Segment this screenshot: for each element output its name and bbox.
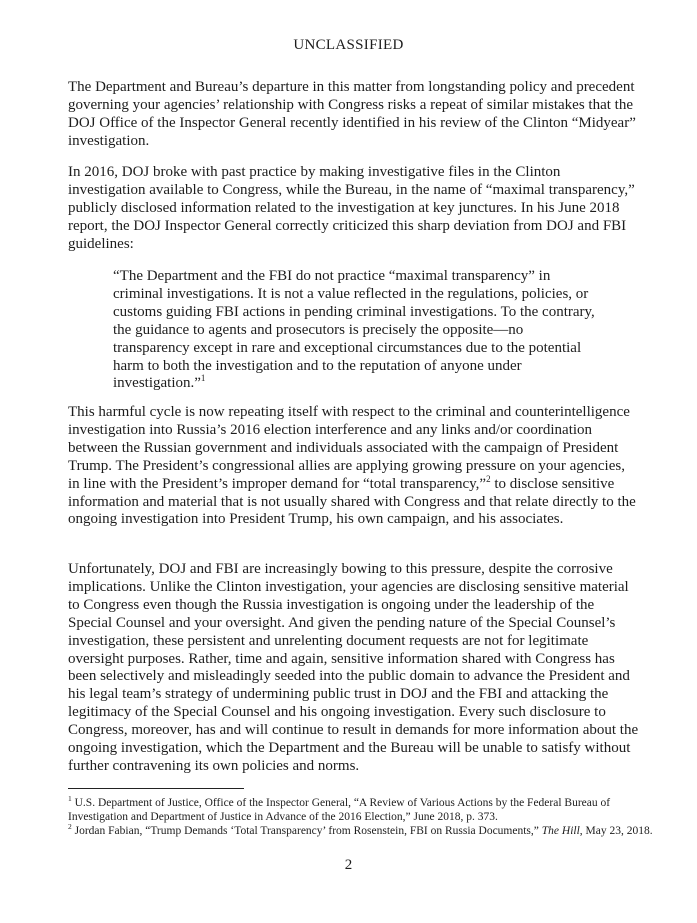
footnote-2-publication: The Hill — [541, 825, 580, 837]
block-quote — [113, 268, 603, 393]
footnote-2-text: Jordan Fabian, “Trump Demands ‘Total Transparency’ from Rosenstein, FBI on Russia Documents,” — [74, 825, 542, 837]
paragraph-1: The Department and Bureau’s departure in this matter from longstanding policy and precedent governing your agencies’ relationship with Congress risks a repeat of similar mistakes that the DOJ Office of the Inspector General recently identified in his review of the Clinton “Midyear” investigation. — [68, 79, 636, 149]
footnote-2 — [68, 824, 658, 838]
paragraph-2: In 2016, DOJ broke with past practice by making investigative files in the Clinton investigation available to Congress, while the Bureau, in the name of “maximal transparency,” publicly disclosed information related to the investigation at key junctures. In his June 2018 report, the DOJ Inspector General correctly criticized this sharp deviation from DOJ and FBI guidelines: — [68, 164, 635, 252]
footnote-2-number: 2 — [68, 822, 72, 832]
paragraph-4: Unfortunately, DOJ and FBI are increasingly bowing to this pressure, despite the corrosive implications. Unlike the Clinton investigation, your agencies are disclosing sensitive material to Congress even though the Russia investigation is ongoing under the leadership of the Special Counsel and your oversight. And given the pending nature of the Special Counsel’s investigation, these persistent and unrelenting document requests are not for legitimate oversight purposes. Rather, time and again, sensitive information shared with Congress has been selectively and misleadingly seeded into the public domain to advance the President and his legal team’s strategy of undermining public trust in DOJ and the FBI and attacking the legitimacy of the Special Counsel and his ongoing investigation. Every such disclosure to Congress, moreover, has and will continue to result in demands for more information about the ongoing investigation, which the Department and the Bureau will be unable to satisfy without further contravening its own policies and norms. — [68, 561, 639, 774]
footnote-1-text: U.S. Department of Justice, Office of the Inspector General, “A Review of Various Actions by the Federal Bureau of Investigation and Department of Justice in Advance of the 2016 Election,” June 2018, p. 373. — [68, 797, 611, 823]
paragraph-3-part-1: This harmful cycle is now repeating itself with respect to the criminal and counterintelligence investigation into Russia’s 2016 election interference and any links and/or coordination between the Russian government and individuals associated with the campaign of President Trump. The President’s congressional allies are applying growing pressure on your agencies, in line with the President’s improper demand for “total transparency,” — [68, 404, 630, 492]
classification-header: UNCLASSIFIED — [293, 37, 404, 53]
footnote-2-date: , May 23, 2018. — [579, 825, 653, 837]
footnote-divider — [68, 788, 244, 789]
paragraph-3 — [68, 404, 640, 529]
footnote-1-number: 1 — [68, 794, 72, 804]
footnote-ref-2: 2 — [486, 473, 491, 484]
page-number: 2 — [344, 857, 353, 873]
footnote-ref-1: 1 — [200, 373, 206, 384]
block-quote-text: “The Department and the FBI do not practice “maximal transparency” in criminal investigations. It is not a value reflected in the regulations, policies, or customs guiding FBI actions in pending criminal investigations. To the contrary, the guidance to agents and prosecutors is precisely the opposite—no transparency except in rare and exceptional circumstances due to the potential harm to both the investigation and to the reputation of anyone under investigation.” — [113, 268, 595, 392]
footnote-1 — [68, 796, 658, 824]
paragraph-3-part-2: to disclose sensitive information and material that is not usually shared with Congress and that relate directly to the ongoing investigation into President Trump, his own campaign, and his associates. — [68, 475, 636, 528]
